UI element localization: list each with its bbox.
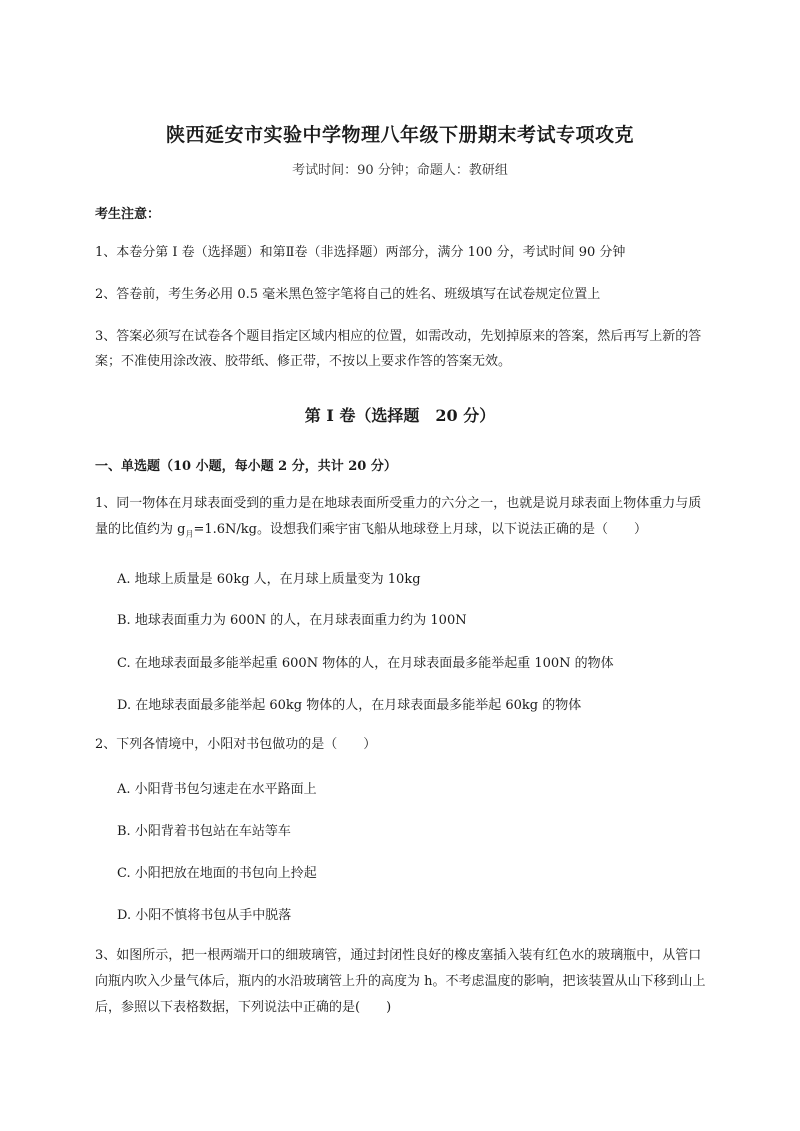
page-title: 陕西延安市实验中学物理八年级下册期末考试专项攻克: [165, 124, 634, 146]
notice-item-3: 3、答案必须写在试卷各个题目指定区域内相应的位置，如需改动，先划掉原来的答案，然后再写上新的答案；不准使用涂改液、胶带纸、修正带，不按以上要求作答的答案无效。: [95, 329, 702, 369]
notice-item-1: 1、本卷分第 I 卷（选择题）和第Ⅱ卷（非选择题）两部分，满分 100 分，考试时间 90 分钟: [95, 245, 626, 260]
question-3-stem: 3、如图所示，把一根两端开口的细玻璃管，通过封闭性良好的橡皮塞插入装有红色水的玻璃瓶中，从管口向瓶内吹入少量气体后，瓶内的水沿玻璃管上升的高度为 h。不考虑温度的影响，把该装置从山下移到山上后，参照以下表格数据，下列说法中正确的是( ): [95, 948, 706, 1015]
part-heading: 一、单选题（10 小题，每小题 2 分，共计 20 分）: [95, 459, 397, 474]
question-1-subscript: 月: [185, 529, 194, 539]
question-1-option-c[interactable]: C. 在地球表面最多能举起重 600N 物体的人，在月球表面最多能举起重 100N 的物体: [117, 656, 614, 671]
notice-item-2: 2、答卷前，考生务必用 0.5 毫米黑色签字笔将自己的姓名、班级填写在试卷规定位置上: [95, 287, 601, 302]
question-1-stem: [95, 491, 707, 548]
question-1-option-b[interactable]: B. 地球表面重力为 600N 的人，在月球表面重力约为 100N: [117, 613, 467, 628]
question-2-option-c[interactable]: C. 小阳把放在地面的书包向上拎起: [117, 866, 317, 881]
question-2-option-a[interactable]: A. 小阳背书包匀速走在水平路面上: [117, 782, 317, 797]
question-1-stem-part1: 1、同一物体在月球表面受到的重力是在地球表面所受重力的六分之一，也就是说月球表面上物体重力与质量的比值约为 g: [95, 496, 702, 537]
question-2-stem: 2、下列各情境中，小阳对书包做功的是（ ）: [95, 737, 377, 752]
question-1-option-d[interactable]: D. 在地球表面最多能举起 60kg 物体的人，在月球表面最多能举起 60kg 的物体: [117, 698, 582, 713]
question-2-option-d[interactable]: D. 小阳不慎将书包从手中脱落: [117, 908, 292, 923]
notice-heading: 考生注意：: [95, 207, 161, 222]
question-1-option-a[interactable]: A. 地球上质量是 60kg 人，在月球上质量变为 10kg: [117, 572, 421, 587]
section-title: 第 I 卷（选择题 20 分）: [304, 406, 496, 425]
question-2-option-b[interactable]: B. 小阳背着书包站在车站等车: [117, 824, 291, 839]
exam-info: 考试时间：90 分钟；命题人：教研组: [292, 163, 508, 178]
question-1-stem-part2: =1.6N/kg。设想我们乘宇宙飞船从地球登上月球，以下说法正确的是（ ）: [193, 522, 647, 537]
